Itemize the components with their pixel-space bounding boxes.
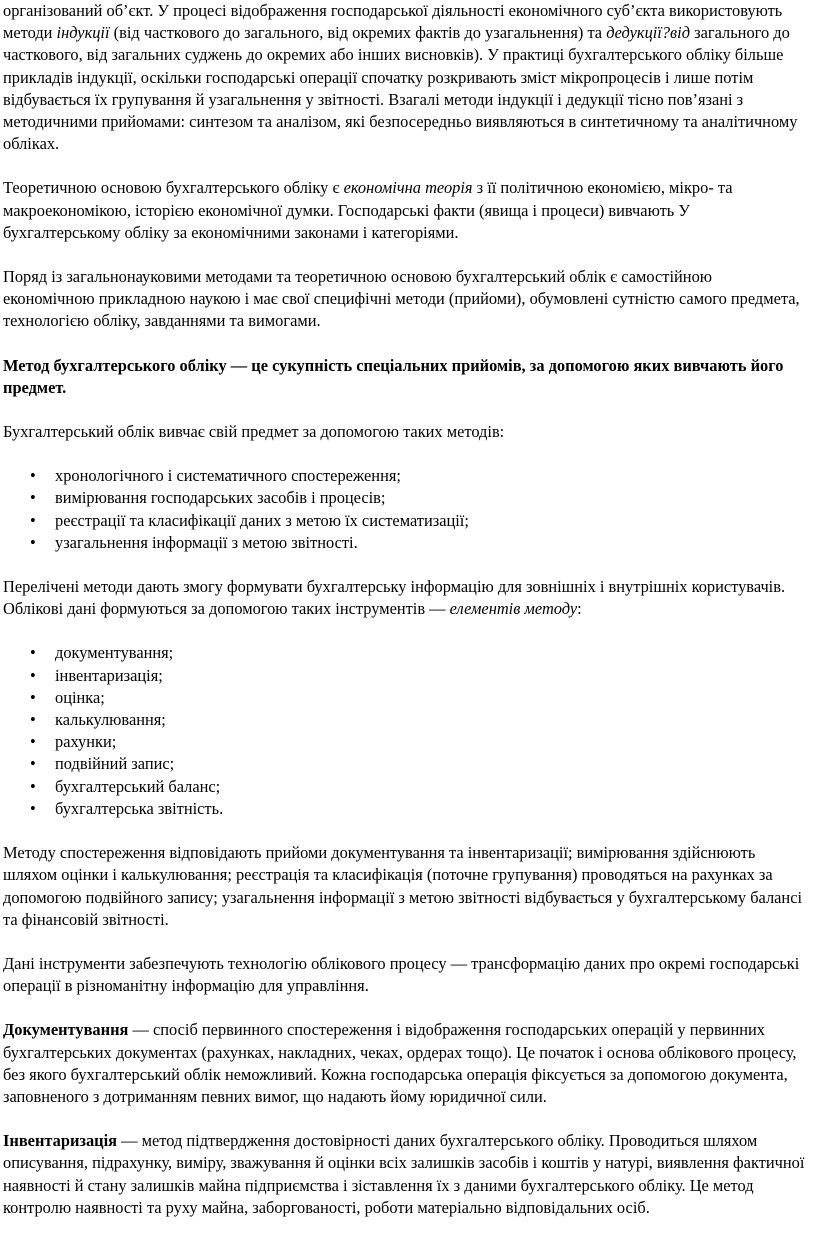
list-item: • хронологічного і систематичного спостереження; (55, 465, 806, 487)
list-item: • інвентаризація; (55, 665, 806, 687)
paragraph-elements-intro (3, 576, 806, 620)
bold-term-documentation: Документування (3, 1020, 129, 1040)
text-run: Теоретичною основою бухгалтерського обліку є (3, 178, 344, 198)
list-item: • бухгалтерська звітність. (55, 798, 806, 820)
list-item: • калькулювання; (55, 709, 806, 731)
list-item: • оцінка; (55, 687, 806, 709)
bold-term-inventory: Інвентаризація (3, 1131, 118, 1151)
italic-term-method-elements: елементів методу (449, 599, 578, 619)
italic-term-deduction: дедукції?від (606, 23, 691, 43)
list-item: • подвійний запис; (55, 753, 806, 775)
bold-definition: Метод бухгалтерського обліку — це сукупність спеціальних прийомів, за допомогою яких вивчають його предмет. (3, 355, 784, 397)
text-run: з її політичною економією, мікро- та макроекономікою, історією економічної думки. Господарські факти (явища і процеси) вивчають У бухгалтерському обліку за економічними законами і категоріями. (3, 178, 733, 242)
definition-method-bold (3, 355, 806, 399)
italic-term-induction: індукції (56, 23, 110, 43)
elements-list (3, 642, 806, 820)
list-item: • бухгалтерський баланс; (55, 776, 806, 798)
list-item: • рахунки; (55, 731, 806, 753)
text-run: — спосіб первинного спостереження і відображення господарських операцій у первинних бухгалтерських документах (рахунках, накладних, чеках, ордерах тощо). Це початок і основа облікового процесу, без якого бухгалтерський облік неможливий. Кожна господарська операція фіксується за допомогою документа, заповненого з дотриманням певних вимог, що надають йому юридичної сили. (3, 1020, 797, 1106)
italic-term-economic-theory: економічна теорія (343, 178, 473, 198)
paragraph-documentation (3, 1019, 806, 1108)
text-run: Перелічені методи дають змогу формувати бухгалтерську інформацію для зовнішніх і внутрішніх користувачів. Облікові дані формуються за допомогою таких інструментів — (3, 577, 786, 619)
paragraph-inventory (3, 1130, 806, 1219)
paragraph-specific-methods: Поряд із загальнонауковими методами та теоретичною основою бухгалтерський облік є самостійною економічною прикладною наукою і має свої специфічні методи (прийоми), обумовлені сутністю самого предмета, технологією обліку, завданнями та вимогами. (3, 267, 800, 331)
paragraph-methods-intro: Бухгалтерський облік вивчає свій предмет за допомогою таких методів: (3, 422, 505, 442)
list-item: • реєстрації та класифікації даних з метою їх систематизації; (55, 510, 806, 532)
text-run: — метод підтвердження достовірності даних бухгалтерського обліку. Проводиться шляхом описування, підрахунку, виміру, зважування й оцінки всіх залишків засобів і коштів у натурі, виявлення фактичної наявності й стану залишків майна підприємства і зіставлення їх з даними бухгалтерського обліку. Це метод контролю наявності та руху майна, заборгованості, роботи матеріально відповідальних осіб. (3, 1131, 805, 1217)
list-item: • узагальнення інформації з метою звітності. (55, 532, 806, 554)
text-run: загального до часткового, від загальних суджень до окремих або інших висновків). У практиці бухгалтерського обліку більше прикладів індукції, оскільки господарські операції спочатку розкривають зміст мікропроцесів і лише потім відбувається їх групування й узагальнення у звітності. Взагалі методи індукції і дедукції тісно пов’язані з методичними прийомами: синтезом та аналізом, які безпосередньо виявляються в синтетичному та аналітичному обліках. (3, 23, 798, 154)
paragraph-accounting-process: Дані інструменти забезпечують технологію облікового процесу — трансформацію даних про окремі господарські операції в різноманітну інформацію для управління. (3, 953, 800, 996)
text-run: організований об’єкт. У процесі відображення господарської діяльності економічного суб’єкта використовують методи (3, 1, 783, 43)
paragraph-induction-deduction (3, 0, 806, 155)
text-run: (від часткового до загального, від окремих фактів до узагальнення) та (109, 23, 607, 43)
list-item: • документування; (55, 642, 806, 664)
methods-list (3, 465, 806, 554)
text-run: : (577, 599, 582, 619)
list-item: • вимірювання господарських засобів і процесів; (55, 487, 806, 509)
paragraph-methods-mapping: Методу спостереження відповідають прийоми документування та інвентаризації; вимірювання здійснюють шляхом оцінки і калькулювання; реєстрація та класифікація (поточне групування) проводяться на рахунках за допомогою подвійного запису; узагальнення інформації з метою звітності відбувається у бухгалтерському балансі та фінансовій звітності. (3, 843, 803, 929)
paragraph-theoretical-basis (3, 177, 806, 244)
